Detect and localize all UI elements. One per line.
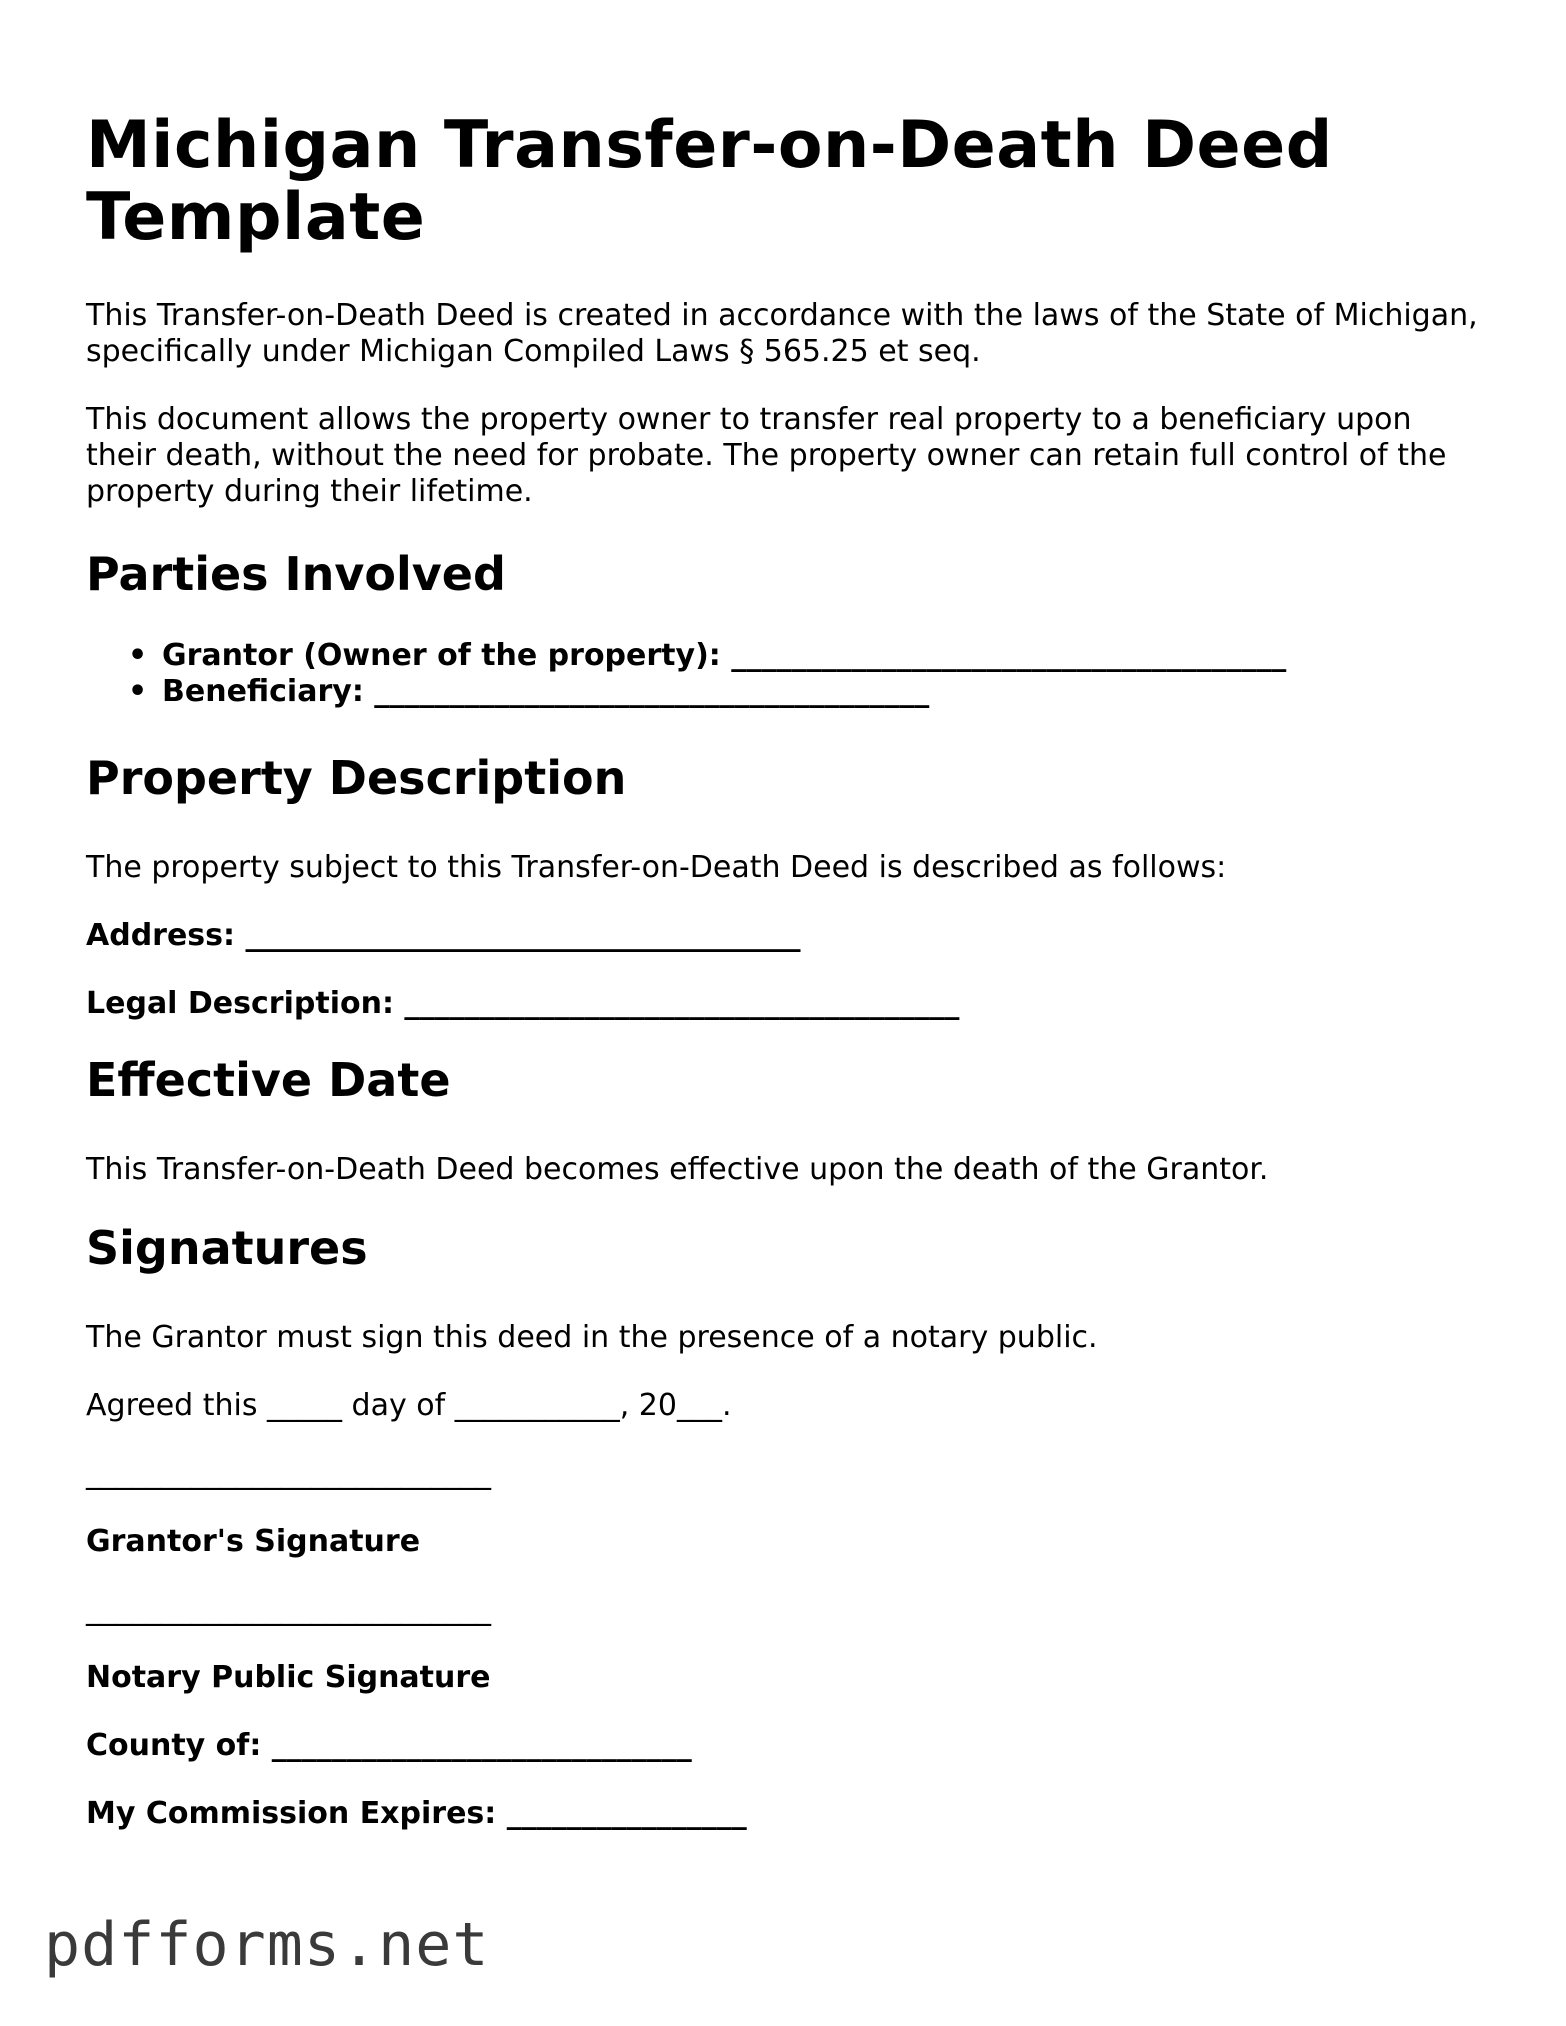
document-title: Michigan Transfer-on-Death Deed Template	[86, 108, 1333, 255]
effective-date-text: This Transfer-on-Death Deed becomes effective upon the death of the Grantor.	[86, 1152, 1269, 1187]
commission-label: My Commission Expires:	[86, 1796, 497, 1831]
address-label: Address:	[86, 918, 236, 953]
notary-signature-line[interactable]: ___________________________	[86, 1592, 491, 1627]
parties-list	[86, 638, 1286, 710]
property-heading: Property Description	[86, 751, 627, 805]
beneficiary-blank[interactable]: _____________________________________	[374, 674, 930, 709]
list-item-beneficiary	[86, 674, 1286, 710]
effective-date-heading: Effective Date	[86, 1053, 451, 1107]
intro-paragraph-2: This document allows the property owner to transfer real property to a beneficiary upon their death, without the need for probate. The property owner can retain full control of the property during their lifetime.	[86, 402, 1447, 509]
parties-heading: Parties Involved	[86, 547, 506, 601]
legal-description-blank[interactable]: _____________________________________	[404, 986, 960, 1021]
agreed-date-line[interactable]: Agreed this _____ day of ___________, 20___.	[86, 1388, 732, 1423]
commission-row	[86, 1796, 1486, 1832]
commission-blank[interactable]: ________________	[506, 1796, 747, 1831]
notary-signature-label: Notary Public Signature	[86, 1660, 491, 1695]
county-row	[86, 1728, 1486, 1764]
legal-description-label: Legal Description:	[86, 986, 394, 1021]
address-row	[86, 918, 1486, 954]
grantor-blank[interactable]: _____________________________________	[731, 638, 1287, 673]
county-blank[interactable]: ____________________________	[271, 1728, 692, 1763]
legal-description-row	[86, 986, 1486, 1022]
bullet-icon: •	[128, 674, 148, 709]
county-label: County of:	[86, 1728, 262, 1763]
pdfforms-logo: pdfforms.net	[44, 1910, 490, 1980]
intro-paragraph-1: This Transfer-on-Death Deed is created in accordance with the laws of the State of Michigan, specifically under Michigan Compiled Laws § 565.25 et seq.	[86, 298, 1478, 369]
address-blank[interactable]: _____________________________________	[245, 918, 801, 953]
property-intro: The property subject to this Transfer-on-Death Deed is described as follows:	[86, 850, 1227, 885]
list-item-grantor	[86, 638, 1286, 674]
bullet-icon: •	[128, 638, 148, 673]
grantor-signature-line[interactable]: ___________________________	[86, 1456, 491, 1491]
signature-instruction: The Grantor must sign this deed in the presence of a notary public.	[86, 1320, 1098, 1355]
grantor-signature-label: Grantor's Signature	[86, 1524, 421, 1559]
beneficiary-label: Beneficiary:	[162, 674, 364, 709]
signatures-heading: Signatures	[86, 1221, 368, 1275]
grantor-label: Grantor (Owner of the property):	[162, 638, 721, 673]
